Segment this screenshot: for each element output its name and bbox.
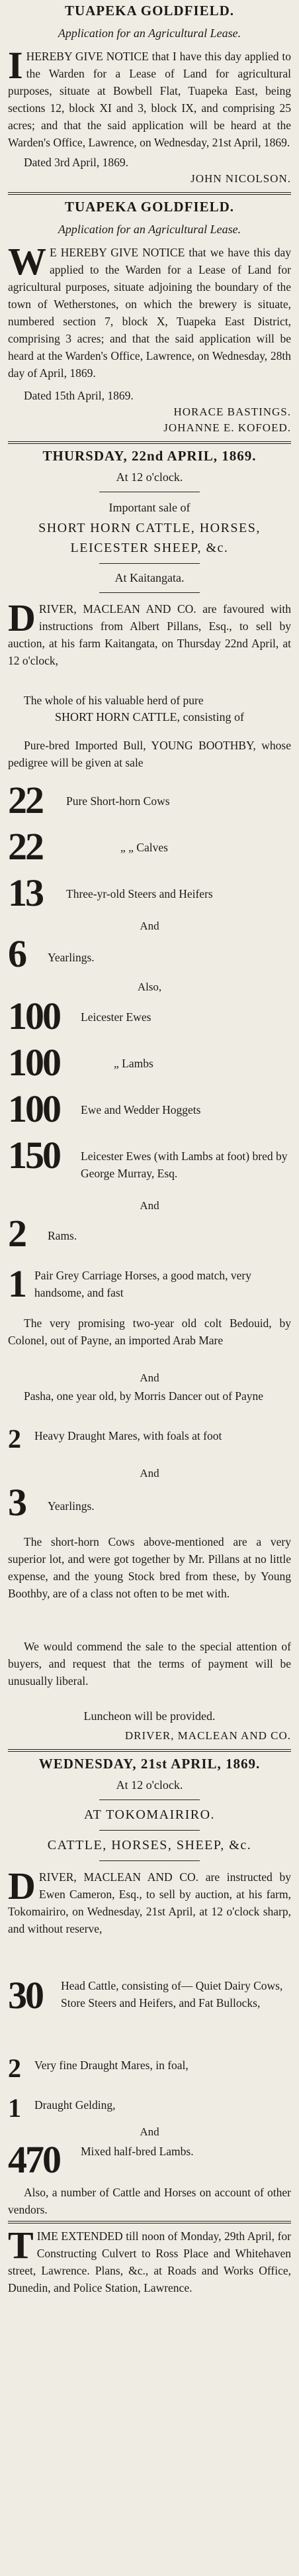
sale1-important: Important sale of xyxy=(108,501,191,514)
divider xyxy=(99,1799,200,1800)
sale1-colt: The very promising two-year old colt Bedouid, by Colonel, out of Payne, an imported Arab Mare xyxy=(8,1316,291,1347)
sale2-place: AT TOKOMAIRIRO. xyxy=(83,1807,216,1822)
and-label: And xyxy=(140,1371,159,1384)
sale2-intro xyxy=(8,1864,291,1937)
lot-description: Very fine Draught Mares, in foal, xyxy=(34,2059,189,2072)
lot-number: 1 xyxy=(8,1262,25,1305)
sale1-dateline: THURSDAY, 22nd APRIL, 1869. xyxy=(42,448,257,464)
notice3-dropcap: T xyxy=(8,2224,34,2267)
sale1-pasha: Pasha, one year old, by Morris Dancer out of Payne xyxy=(24,1389,264,1403)
sale1-title1: SHORT HORN CATTLE, HORSES, xyxy=(38,521,261,535)
and-label: And xyxy=(140,1467,159,1479)
notice3-body xyxy=(8,2224,291,2296)
sale2-closing: Also, a number of Cattle and Horses on account of other vendors. xyxy=(8,2186,291,2216)
sale1-title2: LEICESTER SHEEP, &c. xyxy=(70,541,229,555)
sale1-place: At Kaitangata. xyxy=(114,571,185,584)
lot-number: 30 xyxy=(8,1974,42,2017)
notice1-dated: Dated 3rd April, 1869. xyxy=(24,156,128,169)
sale2-dateline: WEDNESDAY, 21st APRIL, 1869. xyxy=(38,1756,261,1772)
notice2-subheading: Application for an Agricultural Lease. xyxy=(58,223,241,236)
lot-description: „ Lambs xyxy=(114,1057,153,1070)
notice1-signature: JOHN NICOLSON. xyxy=(191,172,291,185)
divider xyxy=(99,592,200,593)
lot-number: 2 xyxy=(8,1424,19,1454)
and-label: And xyxy=(140,1199,159,1212)
lot-description: Mixed half-bred Lambs. xyxy=(81,2145,194,2158)
and-label: And xyxy=(140,2125,159,2138)
notice2-signature2: JOHANNE E. KOFOED. xyxy=(163,421,291,434)
lot-number: 2 xyxy=(8,2053,19,2083)
notice2-dated: Dated 15th April, 1869. xyxy=(24,389,134,402)
sale1-luncheon: Luncheon will be provided. xyxy=(83,1709,216,1723)
lot-description: Pair Grey Carriage Horses, a good match, very handsome, and fast xyxy=(34,1269,252,1299)
lot-number: 100 xyxy=(8,994,60,1038)
sale1-commend: We would commend the sale to the special attention of buyers, and request that the terms of payment will be unusually liberal. xyxy=(8,1640,291,1688)
lot-number: 470 xyxy=(8,2138,60,2181)
also-label: Also, xyxy=(137,981,162,993)
lot-description: „ „ Calves xyxy=(120,841,168,854)
lot-description: Yearlings. xyxy=(48,1499,95,1513)
divider xyxy=(8,192,291,195)
divider xyxy=(99,1860,200,1861)
sale2-intro-text: RIVER, MACLEAN AND CO. are instructed by Ewen Cameron, Esq., to sell by auction, at his farm, Tokomairiro, on Wednesday, 21st April, at 12 o'clock sharp, and without reserve, xyxy=(8,1870,291,1935)
notice2-dropcap: W xyxy=(8,240,46,283)
lot-number: 22 xyxy=(8,825,42,868)
sale2-time: At 12 o'clock. xyxy=(116,1778,183,1792)
notice1-subheading: Application for an Agricultural Lease. xyxy=(58,27,241,40)
lot-number: 3 xyxy=(8,1481,25,1524)
sale1-shorthorn-note: The short-horn Cows above-mentioned are a very superior lot, and were got together by Mr. Pillans at no little expense, and the young Stock bred from these, by Young Boothby, are of a class not often to be met with. xyxy=(8,1535,291,1600)
notice1-body xyxy=(8,44,291,151)
sale1-intro xyxy=(8,596,291,669)
lot-description: Head Cattle, consisting of— Quiet Dairy Cows, Store Steers and Heifers, and Fat Bullocks, xyxy=(61,1979,283,2010)
notice2-signature1: HORACE BASTINGS. xyxy=(173,405,291,418)
divider xyxy=(99,1830,200,1831)
lot-description: Leicester Ewes xyxy=(81,1010,151,1024)
lot-number: 1 xyxy=(8,2093,19,2123)
divider xyxy=(8,1749,291,1752)
lot-number: 100 xyxy=(8,1087,60,1130)
lot-number: 22 xyxy=(8,778,42,822)
and-label: And xyxy=(140,920,159,932)
notice3-text: IME EXTENDED till noon of Monday, 29th April, for Constructing Culvert to Ross Place and Whitehaven street, Lawrence. Plans, &c., at Roads and Works Office, Dunedin, and Police Station, Lawrence. xyxy=(8,2229,291,2294)
lot-description: Leicester Ewes (with Lambs at foot) bred by George Murray, Esq. xyxy=(81,1150,288,1180)
divider xyxy=(99,563,200,564)
lot-number: 13 xyxy=(8,871,42,914)
lot-number: 6 xyxy=(8,932,25,975)
notice1-text: HEREBY GIVE NOTICE that I have this day applied to the Warden for a Lease of Land for agricultural purposes, situate at Bowbell Flat, Tuapeka East, being sections 12, block XI and 3, block IX, and comprising 25 acres; and that the said application will be heard at the Warden's Office, Lawrence, on Wednesday, 21st April, 1869. xyxy=(8,50,291,149)
lot-number: 150 xyxy=(8,1134,60,1177)
sale1-time: At 12 o'clock. xyxy=(116,470,183,484)
notice2-heading: TUAPEKA GOLDFIELD. xyxy=(64,199,235,215)
sale1-whole: The whole of his valuable herd of pure xyxy=(24,694,204,707)
divider xyxy=(8,441,291,444)
notice2-body xyxy=(8,240,291,382)
notice2-text: E HEREBY GIVE NOTICE that we have this day applied to the Warden for a Lease of Land for agricultural purposes, situate adjoining the boundary of the town of Wetherstones, on which the brewery is situate, numbered section 7, block X, Tuapeka East District, comprising 3 acres; and that the said application will be heard at the Warden's Office, Lawrence, on Wednesday, 28th day of April, 1869. xyxy=(8,246,291,380)
sale1-herd: SHORT HORN CATTLE, consisting of xyxy=(54,710,245,724)
lot-number: 100 xyxy=(8,1041,60,1084)
lot-description: Draught Gelding, xyxy=(34,2098,116,2112)
sale1-intro-text: RIVER, MACLEAN AND CO. are favoured with instructions from Albert Pillans, Esq., to sell by auction, at his farm Kaitangata, on Thursday 22nd April, at 12 o'clock, xyxy=(8,602,291,667)
lot-number: 2 xyxy=(8,1212,25,1255)
lot-description: Pure Short-horn Cows xyxy=(66,794,170,808)
notice1-heading: TUAPEKA GOLDFIELD. xyxy=(64,3,235,19)
sale1-signature: DRIVER, MACLEAN AND CO. xyxy=(124,1729,291,1742)
notice1-dropcap: I xyxy=(8,44,23,87)
sale1-bull: Pure-bred Imported Bull, YOUNG BOOTHBY, whose pedigree will be given at sale xyxy=(8,739,291,769)
lot-description: Heavy Draught Mares, with foals at foot xyxy=(34,1429,222,1442)
divider xyxy=(8,2221,291,2224)
lot-description: Ewe and Wedder Hoggets xyxy=(81,1103,201,1116)
lot-description: Rams. xyxy=(48,1229,77,1242)
sale1-dropcap: D xyxy=(8,596,36,639)
sale2-dropcap: D xyxy=(8,1864,36,1907)
lot-description: Yearlings. xyxy=(48,951,95,964)
sale2-title: CATTLE, HORSES, SHEEP, &c. xyxy=(47,1838,252,1852)
lot-description: Three-yr-old Steers and Heifers xyxy=(66,887,213,900)
